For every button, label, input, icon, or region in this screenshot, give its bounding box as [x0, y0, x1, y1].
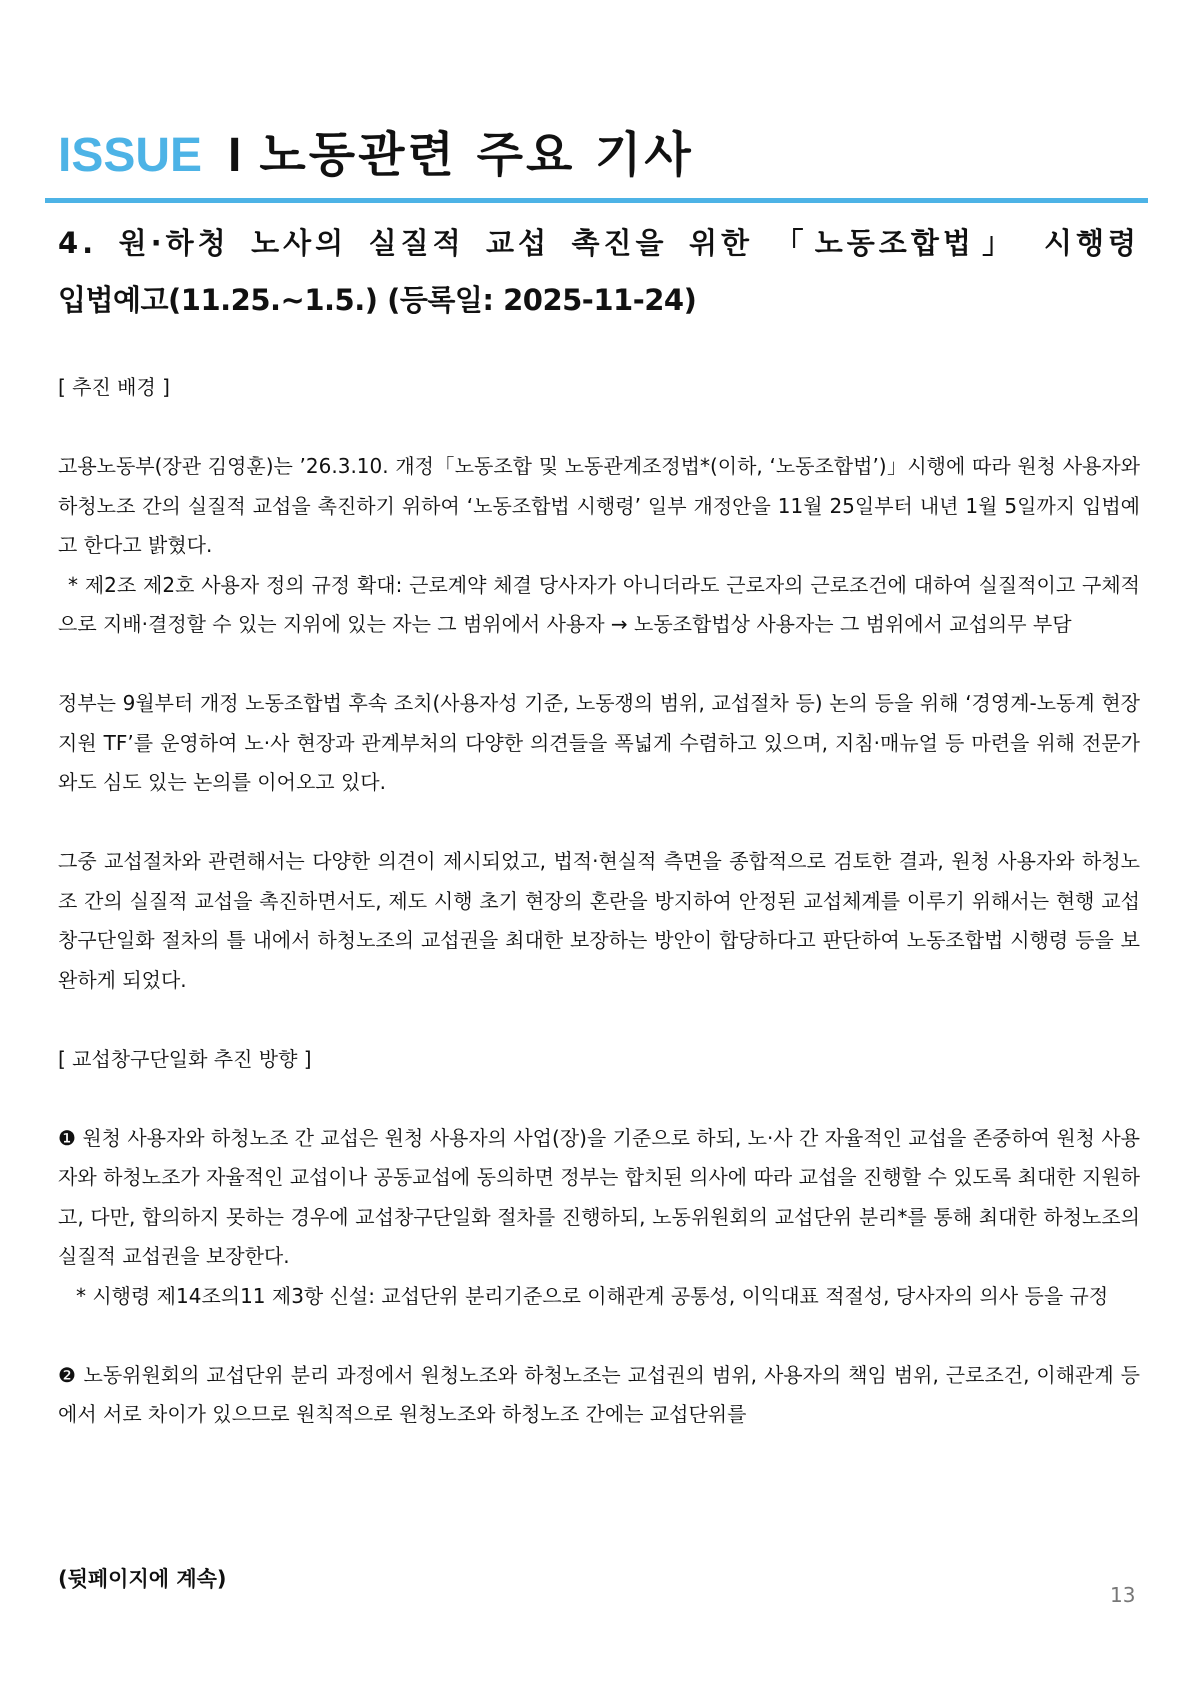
article-title: [58, 215, 1140, 329]
list-item-1: ❶ 원청 사용자와 하청노조 간 교섭은 원청 사용자의 사업(장)을 기준으로 하되, 노·사 간 자율적인 교섭을 존중하여 원청 사용자와 하청노조가 자율적인 교섭이나 공동교섭에 동의하면 정부는 합치된 의사에 따라 교섭을 진행할 수 있도록 최대한 지원하고, 다만, 합의하지 못하는 경우에 교섭창구단일화 절차를 진행하되, 노동위원회의 교섭단위 분리*를 통해 최대한 하청노조의 실질적 교섭권을 보장한다.: [58, 1125, 1140, 1268]
header-line: [58, 128, 1151, 183]
list-item-2: ❷ 노동위원회의 교섭단위 분리 과정에서 원청노조와 하청노조는 교섭권의 범위, 사용자의 책임 범위, 근로조건, 이해관계 등에서 서로 차이가 있으므로 원칙적으로 원청노조와 하청노조 간에는 교섭단위를: [58, 1362, 1140, 1426]
paragraph-3: 그중 교섭절차와 관련해서는 다양한 의견이 제시되었고, 법적·현실적 측면을 종합적으로 검토한 결과, 원청 사용자와 하청노조 간의 실질적 교섭을 촉진하면서도, 제도 시행 초기 현장의 혼란을 방지하여 안정된 교섭체계를 이루기 위해서는 현행 교섭창구단일화 절차의 틀 내에서 하청노조의 교섭권을 최대한 보장하는 방안이 합당하다고 판단하여 노동조합법 시행령 등을 보완하게 되었다.: [58, 849, 1140, 992]
issue-label: ISSUE: [58, 129, 203, 182]
article-title-line1: 4. 원·하청 노사의 실질적 교섭 촉진을 위한 「노동조합법」 시행령: [58, 226, 1140, 260]
page-header: [58, 128, 1151, 183]
paragraph-1: 고용노동부(장관 김영훈)는 ’26.3.10. 개정「노동조합 및 노동관계조정법*(이하, ‘노동조합법’)」시행에 따라 원청 사용자와 하청노조 간의 실질적 교섭을 촉진하기 위하여 ‘노동조합법 시행령’ 일부 개정안을 11월 25일부터 내년 1월 5일까지 입법예고 한다고 밝혔다.: [58, 454, 1140, 557]
background-heading: [ 추진 배경 ]: [58, 375, 170, 399]
footnote-2: * 시행령 제14조의11 제3항 신설: 교섭단위 분리기준으로 이해관계 공통성, 이익대표 적절성, 당사자의 의사 등을 규정: [76, 1283, 1109, 1308]
section-title: 노동관련 주요 기사: [259, 127, 694, 183]
header-separator: I: [228, 129, 242, 182]
footnote-1: * 제2조 제2호 사용자 정의 규정 확대: 근로계약 체결 당사자가 아니더라도 근로자의 근로조건에 대하여 실질적이고 구체적으로 지배·결정할 수 있는 지위에 있는 자는 그 범위에서 사용자 → 노동조합법상 사용자는 그 범위에서 교섭의무 부담: [58, 572, 1140, 636]
continued-note: (뒷페이지에 계속): [58, 1567, 227, 1591]
paragraph-2: 정부는 9월부터 개정 노동조합법 후속 조치(사용자성 기준, 노동쟁의 범위, 교섭절차 등) 논의 등을 위해 ‘경영계-노동계 현장지원 TF’를 운영하여 노·사 현장과 관계부처의 다양한 의견들을 폭넓게 수렴하고 있으며, 지침·매뉴얼 등 마련을 위해 전문가와도 심도 있는 논의를 이어오고 있다.: [58, 691, 1140, 794]
header-divider: [45, 198, 1148, 203]
page-number: 13: [1110, 1583, 1136, 1607]
article-body: [58, 368, 1140, 1435]
direction-heading: [ 교섭창구단일화 추진 방향 ]: [58, 1046, 312, 1071]
article-title-line2: 입법예고(11.25.~1.5.) (등록일: 2025-11-24): [58, 283, 697, 317]
